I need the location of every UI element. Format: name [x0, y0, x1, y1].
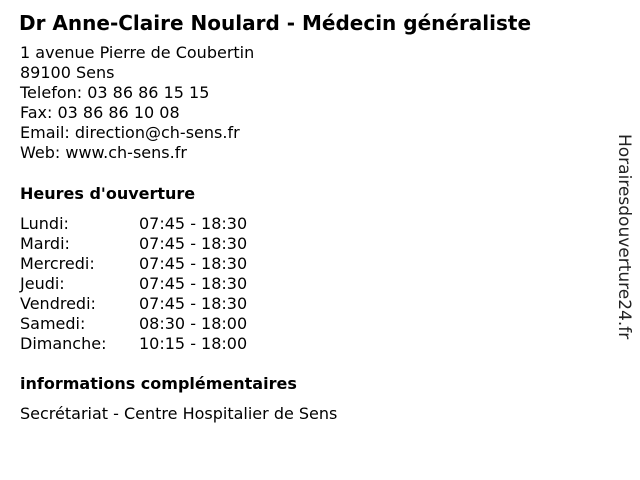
website: Web: www.ch-sens.fr: [20, 143, 187, 162]
additional-info-heading: informations complémentaires: [20, 374, 297, 393]
hours-row-monday: [20, 214, 247, 234]
address-street: 1 avenue Pierre de Coubertin: [20, 43, 255, 62]
email-address: Email: direction@ch-sens.fr: [20, 123, 240, 142]
opening-hours-heading: Heures d'ouverture: [20, 184, 196, 203]
hours-row-sunday: [20, 334, 247, 354]
contact-block: [20, 43, 254, 163]
hours-row-wednesday: [20, 254, 247, 274]
day-label: Mercredi:: [20, 254, 95, 273]
additional-info-text: Secrétariat - Centre Hospitalier de Sens: [20, 404, 338, 423]
page-title: Dr Anne-Claire Noulard - Médecin généraliste: [19, 11, 532, 35]
day-label: Mardi:: [20, 234, 70, 253]
time-range: 10:15 - 18:00: [139, 334, 248, 353]
hours-row-friday: [20, 294, 247, 314]
hours-row-saturday: [20, 314, 247, 334]
day-label: Samedi:: [20, 314, 86, 333]
day-label: Vendredi:: [20, 294, 96, 313]
time-range: 07:45 - 18:30: [139, 234, 248, 253]
time-range: 07:45 - 18:30: [139, 294, 248, 313]
time-range: 08:30 - 18:00: [139, 314, 248, 333]
hours-row-thursday: [20, 274, 247, 294]
time-range: 07:45 - 18:30: [139, 274, 248, 293]
opening-hours-table: [20, 214, 247, 354]
site-watermark: Horairesdouverture24.fr: [614, 134, 634, 340]
time-range: 07:45 - 18:30: [139, 214, 248, 233]
hours-row-tuesday: [20, 234, 247, 254]
time-range: 07:45 - 18:30: [139, 254, 248, 273]
day-label: Lundi:: [20, 214, 69, 233]
phone-number: Telefon: 03 86 86 15 15: [20, 83, 210, 102]
day-label: Dimanche:: [20, 334, 107, 353]
fax-number: Fax: 03 86 86 10 08: [20, 103, 180, 122]
day-label: Jeudi:: [20, 274, 65, 293]
address-city: 89100 Sens: [20, 63, 115, 82]
